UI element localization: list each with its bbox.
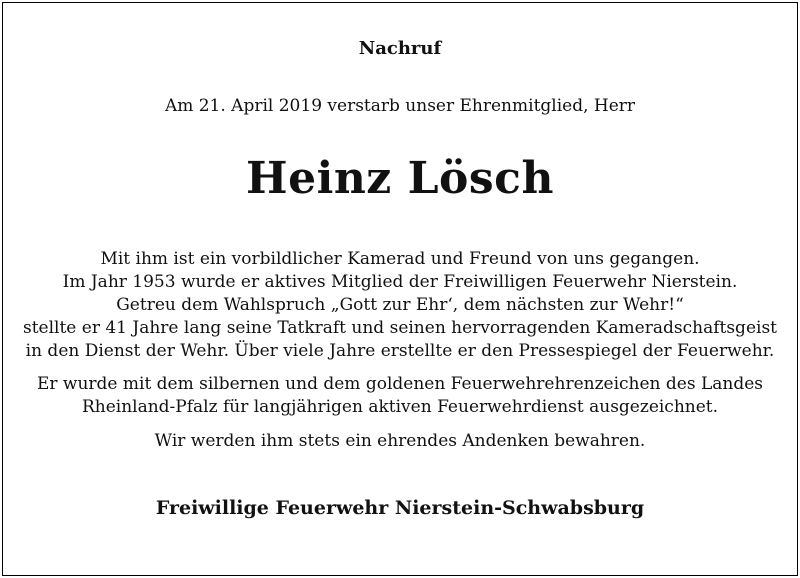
organization-signature: Freiwillige Feuerwehr Nierstein-Schwabsburg bbox=[155, 497, 645, 519]
tribute-line: stellte er 41 Jahre lang seine Tatkraft und seinen hervorragenden Kameradschaftsgeist bbox=[22, 318, 777, 338]
tribute-line: Im Jahr 1953 wurde er aktives Mitglied der Freiwilligen Feuerwehr Nierstein. bbox=[62, 272, 738, 292]
tribute-line: Getreu dem Wahlspruch „Gott zur Ehr‘, dem nächsten zur Wehr!“ bbox=[116, 295, 684, 315]
tribute-paragraph bbox=[0, 248, 800, 363]
tribute-line: Mit ihm ist ein vorbildlicher Kamerad und Freund von uns gegangen. bbox=[100, 249, 700, 269]
intro-line: Am 21. April 2019 verstarb unser Ehrenmitglied, Herr bbox=[164, 96, 636, 116]
honors-line: Rheinland-Pfalz für langjährigen aktiven Feuerwehrdienst ausgezeichnet. bbox=[81, 397, 719, 417]
closing-line: Wir werden ihm stets ein ehrendes Andenken bewahren. bbox=[154, 431, 646, 451]
deceased-name: Heinz Lösch bbox=[246, 153, 554, 204]
honors-paragraph bbox=[0, 373, 800, 419]
obituary-heading: Nachruf bbox=[358, 38, 442, 59]
honors-line: Er wurde mit dem silbernen und dem goldenen Feuerwehrehrenzeichen des Landes bbox=[36, 374, 764, 394]
tribute-line: in den Dienst der Wehr. Über viele Jahre erstellte er den Pressespiegel der Feuerwehr. bbox=[25, 341, 775, 361]
